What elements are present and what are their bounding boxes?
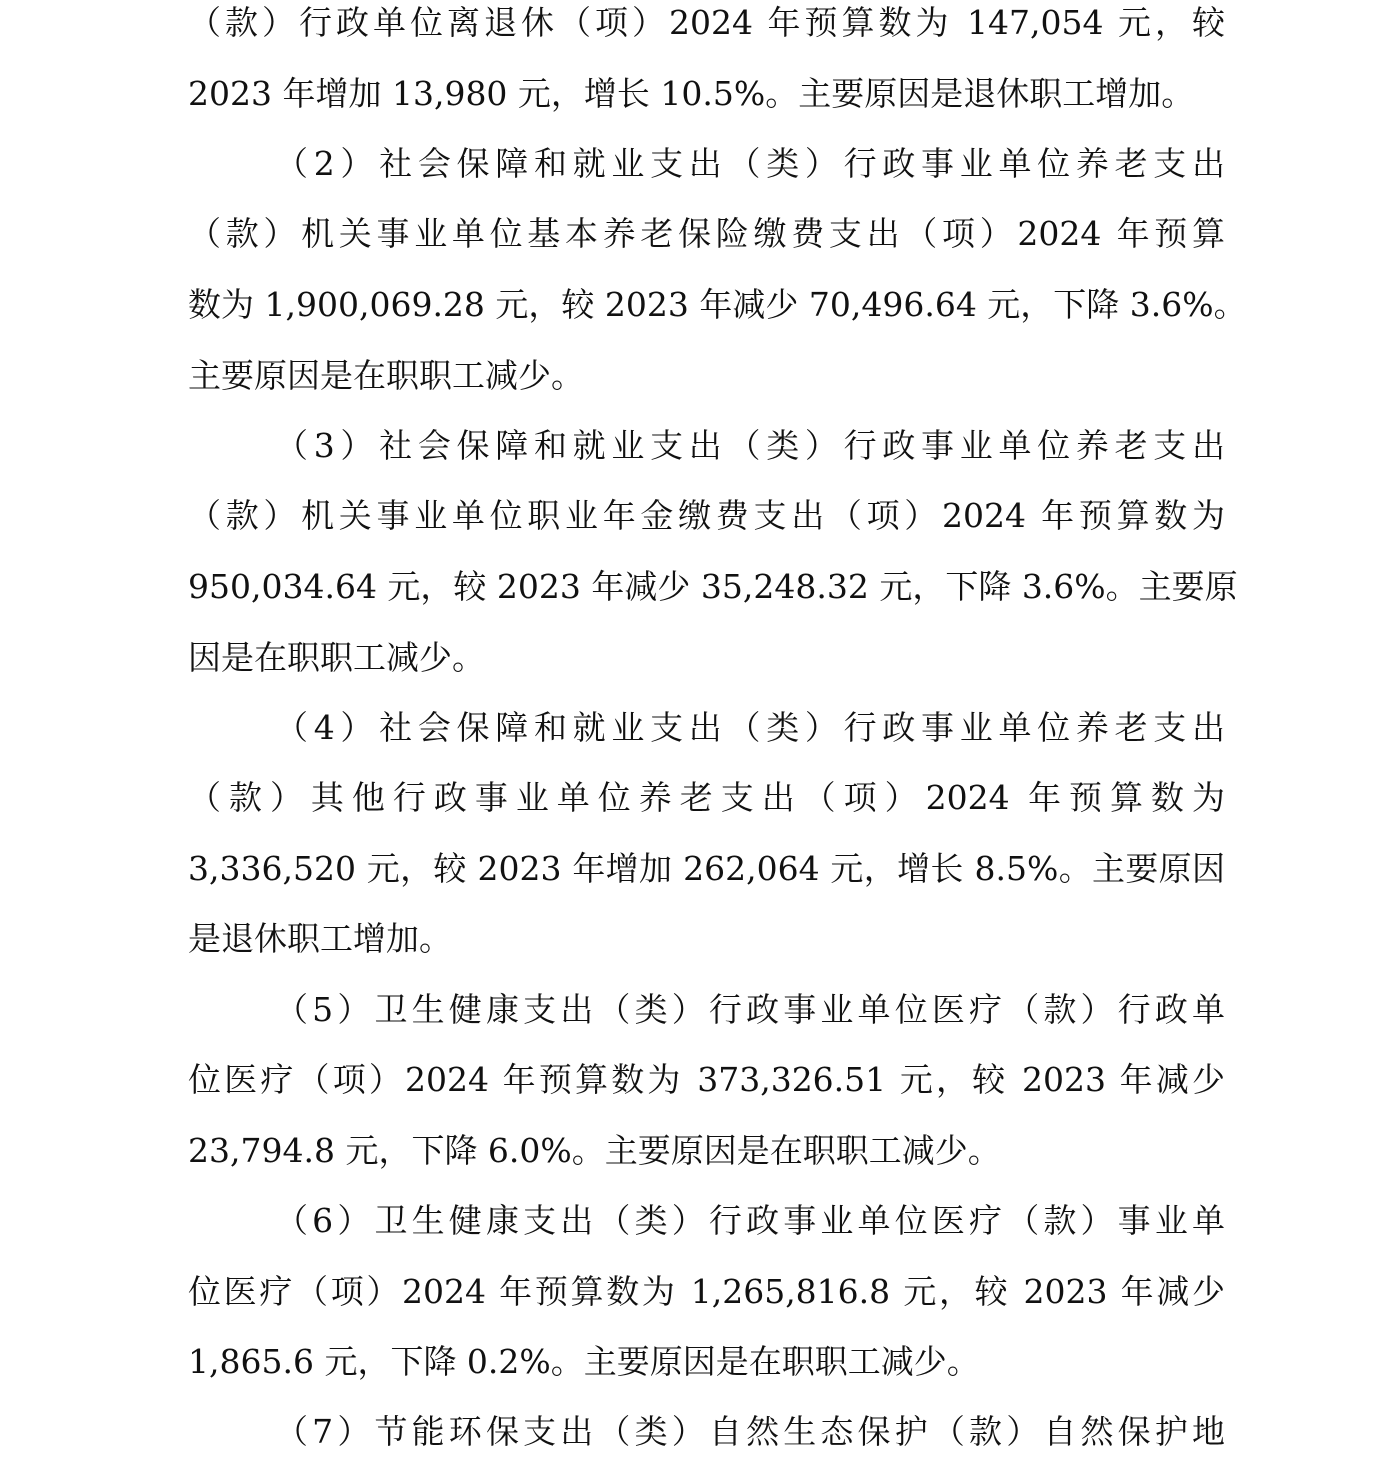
paragraph-4-start: （4）社会保障和就业支出（类）行政事业单位养老支出 (275, 708, 1225, 747)
text-line: 3,336,520 元，较 2023 年增加 262,064 元，增长 8.5%。主要原因 (188, 849, 1225, 888)
paragraph-7-start: （7）节能环保支出（类）自然生态保护（款）自然保护地 (275, 1412, 1225, 1451)
text-line: 是退休职工增加。 (188, 919, 452, 958)
text-line: 950,034.64 元，较 2023 年减少 35,248.32 元，下降 3.6%。主要原 (188, 567, 1238, 606)
text-line: （款）机关事业单位基本养老保险缴费支出（项）2024 年预算 (188, 214, 1225, 253)
paragraph-2-start: （2）社会保障和就业支出（类）行政事业单位养老支出 (275, 144, 1225, 183)
text-line: 因是在职职工减少。 (188, 638, 485, 677)
paragraph-6-start: （6）卫生健康支出（类）行政事业单位医疗（款）事业单 (275, 1201, 1225, 1240)
text-line: 数为 1,900,069.28 元，较 2023 年减少 70,496.64 元，下降 3.6%。 (188, 285, 1247, 324)
text-line: （款）其他行政事业单位养老支出（项）2024 年预算数为 (188, 778, 1225, 817)
text-line: （款）行政单位离退休（项）2024 年预算数为 147,054 元，较 (188, 3, 1225, 42)
text-line: 2023 年增加 13,980 元，增长 10.5%。主要原因是退休职工增加。 (188, 74, 1195, 113)
text-line: 23,794.8 元，下降 6.0%。主要原因是在职职工减少。 (188, 1131, 1001, 1170)
text-line: 位医疗（项）2024 年预算数为 373,326.51 元，较 2023 年减少 (188, 1060, 1225, 1099)
text-line: 主要原因是在职职工减少。 (188, 356, 584, 395)
text-line: 位医疗（项）2024 年预算数为 1,265,816.8 元，较 2023 年减少 (188, 1272, 1225, 1311)
text-line: 1,865.6 元，下降 0.2%。主要原因是在职职工减少。 (188, 1342, 980, 1381)
paragraph-5-start: （5）卫生健康支出（类）行政事业单位医疗（款）行政单 (275, 990, 1225, 1029)
text-line: （款）机关事业单位职业年金缴费支出（项）2024 年预算数为 (188, 496, 1225, 535)
paragraph-3-start: （3）社会保障和就业支出（类）行政事业单位养老支出 (275, 426, 1225, 465)
